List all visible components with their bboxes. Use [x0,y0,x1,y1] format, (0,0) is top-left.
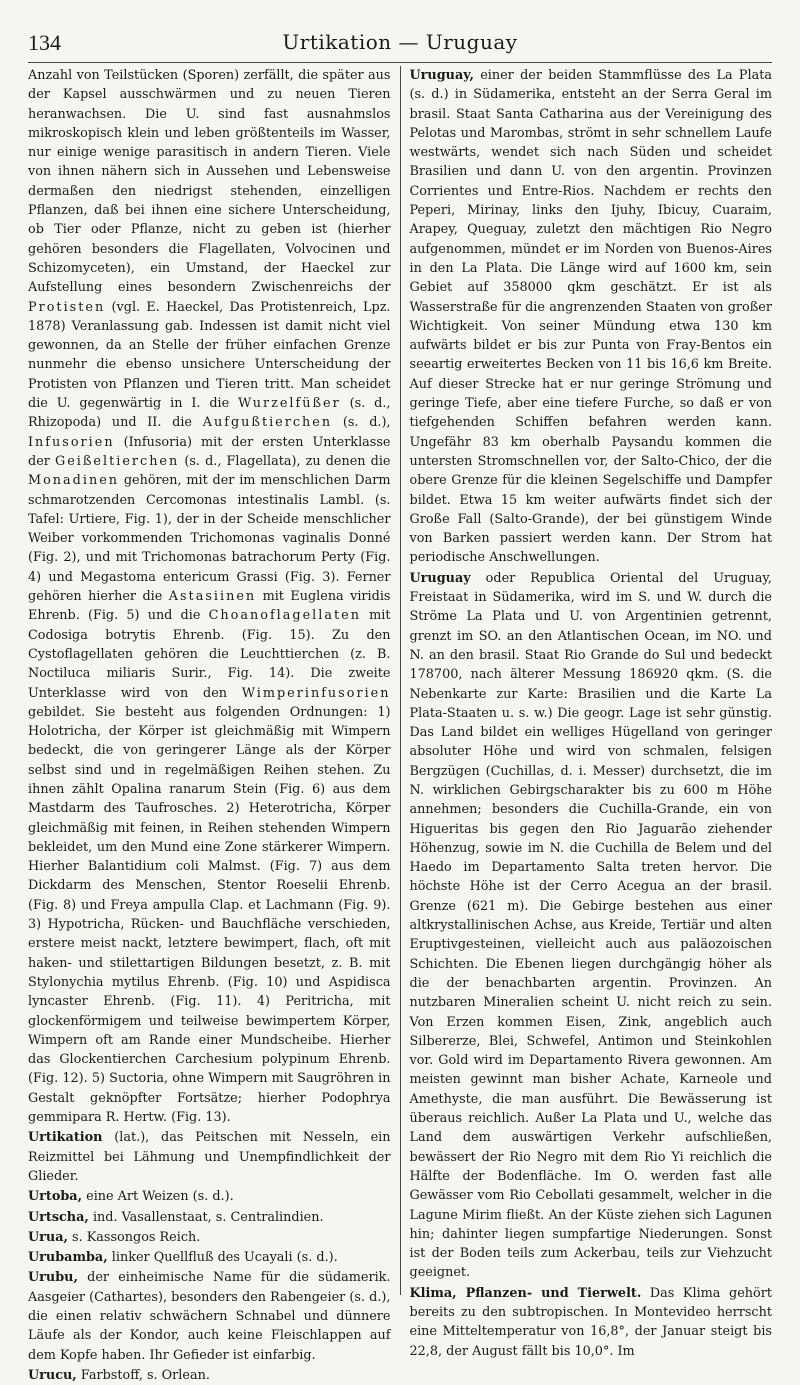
page-header [28,22,772,56]
page-number: 134 [28,30,61,55]
lemma: Urubu, [28,1270,78,1286]
article-paragraph: Anzahl von Teilstücken (Sporen) zerfällt, die später aus der Kapsel ausschwärmen und zu neuen Tieren heranwachsen. Die U. sind fast ausnahmslos mikroskopisch klein und leben größtenteils im Wasser, nur einige wenige parasitisch in andern Tieren. Viele von ihnen nähern sich in Aussehen und Lebensweise dermaßen den niedrigst stehenden, einzelligen Pflanzen, daß bei ihnen eine sichere Unterscheidung, ob Tier oder Pflanze, nicht zu geben ist (hierher gehören besonders die Flagellaten, Volvocinen und Schizomyceten), ein Umstand, der Haeckel zur Aufstellung eines besondern Zwischenreichs der Protisten (vgl. E. Haeckel, Das Protistenreich, Lpz. 1878) Veranlassung gab. Indessen ist damit nicht viel gewonnen, da an Stelle der früher einfachen Grenze nunmehr die ebenso unsichere Unterscheidung der Protisten von Pflanzen und Tieren tritt. Man scheidet die U. gegenwärtig in I. die Wurzelfüßer (s. d., Rhizopoda) und II. die Aufgußtierchen (s. d.), Infusorien (Infusoria) mit der ersten Unterklasse der Geißeltierchen (s. d., Flagellata), zu denen die Monadinen gehören, mit der im menschlichen Darm schmarotzenden Cercomonas intestinalis Lambl. (s. Tafel: Urtiere, Fig. 1), der in der Scheide menschlicher Weiber vorkommenden Trichomonas vaginalis Donné (Fig. 2), und mit Trichomonas batrachorum Perty (Fig. 4) und Megastoma entericum Grassi (Fig. 3). Ferner gehören hierher die Astasiinen mit Euglena viridis Ehrenb. (Fig. 5) und die Choanoflagellaten mit Codosiga botrytis Ehrenb. (Fig. 15). Zu den Cystoflagellaten gehören die Leuchttierchen (z. B. Noctiluca miliaris Surir., Fig. 14). Die zweite Unterklasse wird von den Wimperinfusorien gebildet. Sie besteht aus folgenden Ordnungen: 1) Holotricha, der Körper ist gleichmäßig mit Wimpern bedeckt, die von geringerer Länge als der Körper selbst sind und in regelmäßigen Reihen stehen. Zu ihnen zählt Opalina ranarum Stein (Fig. 6) aus dem Mastdarm des Taufrosches. 2) Heterotricha, Körper gleichmäßig mit feinen, in Reihen stehenden Wimpern bekleidet, um den Mund eine Zone stärkerer Wimpern. Hierher Balantidium coli Malmst. (Fig. 7) aus dem Dickdarm des Menschen, Stentor Roeselii Ehrenb. (Fig. 8) und Freya ampulla Clap. et Lachmann (Fig. 9). 3) Hypotricha, Rücken- und Bauchfläche verschieden, erstere meist nackt, letztere bewimpert, flach, oft mit haken- und stilettartigen Bildungen besetzt, z. B. mit Stylonychia mytilus Ehrenb. (Fig. 10) und Aspidisca lyncaster Ehrenb. (Fig. 11). 4) Peritricha, mit glockenförmigem und teilweise bewimpertem Körper, Wimpern oft am Rande einer Mundscheibe. Hierher das Glockentierchen Carchesium polypinum Ehrenb. (Fig. 12). 5) Suctoria, ohne Wimpern mit Saugröhren in Gestalt geknöpfter Fortsätze; hierher Podophrya gemmipara R. Hertw. (Fig. 13). [28,68,391,1126]
lemma: Urubamba, [28,1250,108,1266]
entry-uruguay-river: Uruguay, einer der beiden Stammflüsse des La Plata (s. d.) in Südamerika, entsteht an der Serra Geral im brasil. Staat Santa Catharina aus der Vereinigung des Pelotas und Marombas, strömt in sehr schnellem Laufe westwärts, wendet sich nach Süden und scheidet Brasilien und dann U. von den argentin. Provinzen Corrientes und Entre-Rios. Nachdem er rechts den Peperi, Mirinay, links den Ijuhy, Ibicuy, Cuaraim, Arapey, Queguay, zuletzt den mächtigen Rio Negro aufgenommen, mündet er im Norden von Buenos-Aires in den La Plata. Die Länge wird auf 1600 km, sein Gebiet auf 358000 qkm geschätzt. Er ist als Wasserstraße für die angrenzenden Staaten von großer Wichtigkeit. Von seiner Mündung etwa 130 km aufwärts bildet er bis zur Punta von Fray-Bentos ein seeartig erweitertes Becken von 11 bis 16,6 km Breite. Auf dieser Strecke hat er nur geringe Strömung und geringe Tiefe, aber eine tiefere Furche, so daß er von tiefgehenden Schiffen befahren werden kann. Ungefähr 83 km oberhalb Paysandu kommen die untersten Stromschnellen vor, der Salto-Chico, der die obere Grenze für die kleinen Segelschiffe und Dampfer bildet. Etwa 15 km weiter aufwärts findet sich der Große Fall (Salto-Grande), der bei günstigem Winde von Barken passiert werden kann. Der Strom hat periodische Anschwellungen. [409,68,773,566]
lemma: Uruguay [409,570,471,586]
entry-urua: Urua, s. Kassongos Reich. [28,1229,201,1245]
header-rule [28,62,772,63]
text-columns [28,66,773,1383]
entry-urucu: Urucu, Farbstoff, s. Orlean. [28,1367,210,1383]
entry-urtikation: Urtikation (lat.), das Peitschen mit Nesseln, ein Reizmittel bei Lähmung und Unempfindlichkeit der Glieder. [28,1130,391,1184]
lemma: Urtscha, [28,1209,89,1225]
right-column [400,66,773,1359]
entry-uruguay-state: Uruguay oder Republica Oriental del Uruguay, Freistaat in Südamerika, wird im S. und W. durch die Ströme La Plata und U. von Argentinien getrennt, grenzt im SO. an den Atlantischen Ocean, im NO. und N. an den brasil. Staat Rio Grande do Sul und bedeckt 178700, nach älterer Messung 186920 qkm. (S. die Nebenkarte zur Karte: Brasilien und die Karte La Plata-Staaten u. s. w.) Die geogr. Lage ist sehr günstig. Das Land bildet ein welliges Hügelland von geringer absoluter Höhe und wird von schmalen, felsigen Bergzügen (Cuchillas, d. i. Messer) durchsetzt, die im N. wirklichen Gebirgscharakter bis zu 600 m Höhe annehmen; besonders die Cuchilla-Grande, ein von Higueritas bis gegen den Rio Jaguarão ziehender Höhenzug, sowie im N. die Cuchilla de Belem und del Haedo im Departamento Salta treten hervor. Die höchste Höhe ist der Cerro Acegua an der brasil. Grenze (621 m). Die Gebirge bestehen aus einer altkrystallinischen Achse, aus Kreide, Tertiär und alten Eruptivgesteinen, vielleicht auch aus paläozoischen Schichten. Die Ebenen liegen durchgängig höher als die der benachbarten argentin. Provinzen. An nutzbaren Mineralien scheint U. nicht reich zu sein. Von Erzen kommen Eisen, Zink, angeblich auch Silbererze, Blei, Schwefel, Antimon und Steinkohlen vor. Gold wird im Departamento Rivera gewonnen. Am meisten gewinnt man bisher Achate, Karneole und Amethyste, die man ausführt. Die Bewässerung ist überaus reichlich. Außer La Plata und U., welche das Land dem auswärtigen Verkehr aufschließen, bewässert der Rio Negro mit dem Rio Yi reichlich die Hälfte der Bodenfläche. Im O. werden fast alle Gewässer vom Rio Cebollati gesammelt, welcher in die Lagune Mirim fließt. An der Küste ziehen sich Lagunen hin; dahinter liegen sumpfartige Niederungen. Sonst ist der Boden teils zum Ackerbau, teils zur Viehzucht geeignet. [409,570,772,1281]
section-heading: Klima, Pflanzen- und Tierwelt. [409,1285,642,1301]
running-title: Urtikation — Uruguay [282,30,518,54]
entry-urtscha: Urtscha, ind. Vasallenstaat, s. Centralindien. [28,1209,324,1225]
entry-urubamba: Urubamba, linker Quellfluß des Ucayali (s. d.). [28,1250,338,1266]
entry-urubu: Urubu, der einheimische Name für die südamerik. Aasgeier (Cathartes), besonders den Rabengeier (s. d.), die einen relativ schwächern Schnabel und dünnere Läufe als der Kondor, auch keine Fleischlappen auf dem Kopfe haben. Ihr Gefieder ist einfarbig. [28,1270,391,1363]
lemma: Uruguay, [409,68,474,83]
section-klima: Klima, Pflanzen- und Tierwelt. Das Klima gehört bereits zu den subtropischen. In Montevideo herrscht eine Mitteltemperatur von 16,8°, der Januar steigt bis 22,8, der August fällt bis 10,0°. Im [409,1285,772,1359]
left-column [28,66,400,1383]
lemma: Urucu, [28,1367,77,1383]
lemma: Urtikation [28,1130,103,1146]
lemma: Urtoba, [28,1189,83,1205]
entry-urtoba: Urtoba, eine Art Weizen (s. d.). [28,1189,234,1205]
lemma: Urua, [28,1229,68,1245]
